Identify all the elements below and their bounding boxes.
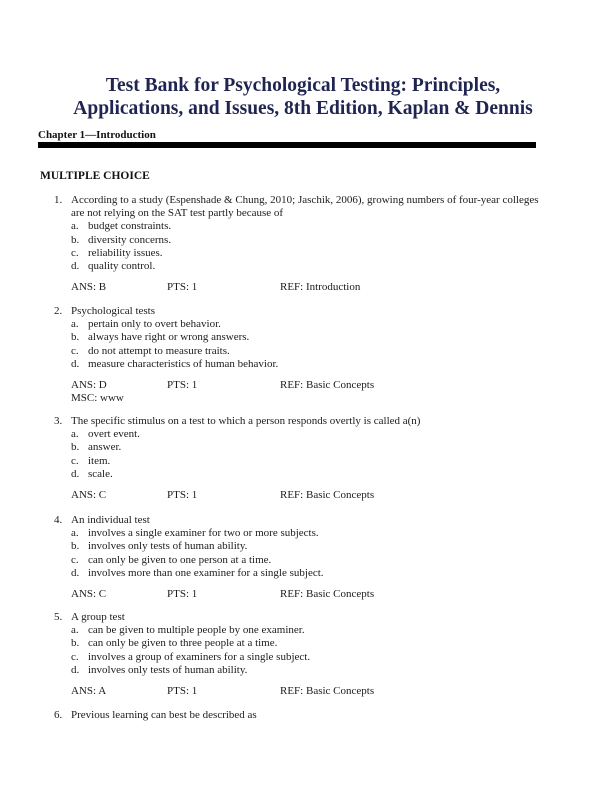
option-text: involves a single examiner for two or more subjects. <box>88 527 319 540</box>
stem-line: The specific stimulus on a test to which a person responds overtly is called a(n) <box>71 415 421 427</box>
reference: REF: Basic Concepts <box>280 685 375 698</box>
option-letter: d. <box>71 357 80 370</box>
option-d <box>71 468 541 481</box>
option-b <box>71 234 541 247</box>
answer-key: ANS: A <box>71 685 107 698</box>
question-number: 4. <box>54 514 63 526</box>
reference: REF: Basic Concepts <box>280 588 375 601</box>
option-text: can only be given to one person at a time. <box>88 553 272 566</box>
option-text: diversity concerns. <box>88 233 172 246</box>
points: PTS: 1 <box>167 588 198 601</box>
question-number: 3. <box>54 415 63 427</box>
option-d <box>71 358 541 371</box>
option-letter: d. <box>71 467 80 480</box>
answer-meta <box>71 588 541 601</box>
question-6 <box>54 709 541 722</box>
question-stem <box>54 415 541 428</box>
option-c <box>71 651 541 664</box>
points: PTS: 1 <box>167 281 198 294</box>
option-text: overt event. <box>88 428 140 441</box>
option-text: involves a group of examiners for a single subject. <box>88 650 311 663</box>
question-stem <box>54 194 541 220</box>
option-letter: b. <box>71 637 80 650</box>
option-text: do not attempt to measure traits. <box>88 344 230 357</box>
option-a <box>71 624 541 637</box>
misc-tag: MSC: www <box>71 392 124 405</box>
answer-key: ANS: C <box>71 588 107 601</box>
option-text: can be given to multiple people by one examiner. <box>88 624 305 637</box>
option-letter: c. <box>71 344 79 357</box>
option-text: reliability issues. <box>88 246 163 259</box>
question-number: 2. <box>54 305 63 317</box>
option-letter: d. <box>71 260 80 273</box>
option-text: scale. <box>88 467 113 480</box>
stem-line: Previous learning can best be described as <box>71 709 257 721</box>
answer-meta <box>71 685 541 698</box>
option-text: budget constraints. <box>88 220 172 233</box>
question-4 <box>54 514 541 601</box>
question-number: 1. <box>54 194 63 206</box>
option-letter: a. <box>71 318 79 331</box>
option-text: always have right or wrong answers. <box>88 331 250 344</box>
option-text: answer. <box>88 441 122 454</box>
answer-meta <box>71 379 541 392</box>
answer-key: ANS: B <box>71 281 107 294</box>
answer-meta <box>71 281 541 294</box>
option-b <box>71 540 541 553</box>
option-b <box>71 331 541 344</box>
points: PTS: 1 <box>167 489 198 502</box>
stem-line: An individual test <box>71 514 150 526</box>
option-letter: a. <box>71 624 79 637</box>
option-b <box>71 637 541 650</box>
option-d <box>71 567 541 580</box>
question-number: 5. <box>54 611 63 623</box>
question-5 <box>54 611 541 698</box>
points: PTS: 1 <box>167 685 198 698</box>
option-c <box>71 247 541 260</box>
option-text: quality control. <box>88 260 156 273</box>
option-letter: b. <box>71 441 80 454</box>
question-stem <box>54 305 541 318</box>
option-c <box>71 455 541 468</box>
option-a <box>71 318 541 331</box>
option-a <box>71 527 541 540</box>
reference: REF: Introduction <box>280 281 361 294</box>
question-stem <box>54 611 541 624</box>
option-letter: a. <box>71 220 79 233</box>
option-text: involves only tests of human ability. <box>88 663 248 676</box>
option-d <box>71 260 541 273</box>
question-2 <box>54 305 541 405</box>
options-list <box>71 527 541 580</box>
option-letter: c. <box>71 246 79 259</box>
question-stem <box>54 514 541 527</box>
reference: REF: Basic Concepts <box>280 489 375 502</box>
answer-key: ANS: D <box>71 379 107 392</box>
option-text: involves only tests of human ability. <box>88 540 248 553</box>
answer-meta <box>71 489 541 502</box>
answer-key: ANS: C <box>71 489 107 502</box>
option-letter: d. <box>71 663 80 676</box>
reference: REF: Basic Concepts <box>280 379 375 392</box>
chapter-rule <box>38 142 536 148</box>
stem-line: are not relying on the SAT test partly because of <box>71 207 284 220</box>
option-c <box>71 345 541 358</box>
option-b <box>71 441 541 454</box>
option-letter: c. <box>71 650 79 663</box>
options-list <box>71 624 541 677</box>
stem-line: Psychological tests <box>71 305 156 317</box>
option-letter: a. <box>71 527 79 540</box>
option-a <box>71 428 541 441</box>
options-list <box>71 428 541 481</box>
question-1 <box>54 194 541 294</box>
option-letter: a. <box>71 428 79 441</box>
option-text: can only be given to three people at a time. <box>88 637 278 650</box>
options-list <box>71 220 541 273</box>
option-letter: b. <box>71 540 80 553</box>
chapter-heading: Chapter 1—Introduction <box>38 129 156 141</box>
option-d <box>71 664 541 677</box>
option-a <box>71 220 541 233</box>
options-list <box>71 318 541 371</box>
stem-line: According to a study (Espenshade & Chung, 2010; Jaschik, 2006), growing numbers of four-year colleges <box>71 194 539 206</box>
option-text: measure characteristics of human behavior. <box>88 357 279 370</box>
section-heading: MULTIPLE CHOICE <box>40 170 150 182</box>
option-letter: c. <box>71 553 79 566</box>
option-letter: d. <box>71 566 80 579</box>
question-stem <box>54 709 541 722</box>
option-letter: b. <box>71 233 80 246</box>
option-letter: c. <box>71 454 79 467</box>
title-line-2: Applications, and Issues, 8th Edition, Kaplan & Dennis <box>73 98 533 119</box>
option-text: pertain only to overt behavior. <box>88 318 221 331</box>
title-line-1: Test Bank for Psychological Testing: Principles, <box>105 75 501 96</box>
option-letter: b. <box>71 331 80 344</box>
option-text: item. <box>88 454 111 467</box>
option-c <box>71 554 541 567</box>
stem-line: A group test <box>71 611 125 623</box>
points: PTS: 1 <box>167 379 198 392</box>
document-title <box>0 74 606 120</box>
question-3 <box>54 415 541 502</box>
question-number: 6. <box>54 709 63 721</box>
option-text: involves more than one examiner for a single subject. <box>88 566 324 579</box>
